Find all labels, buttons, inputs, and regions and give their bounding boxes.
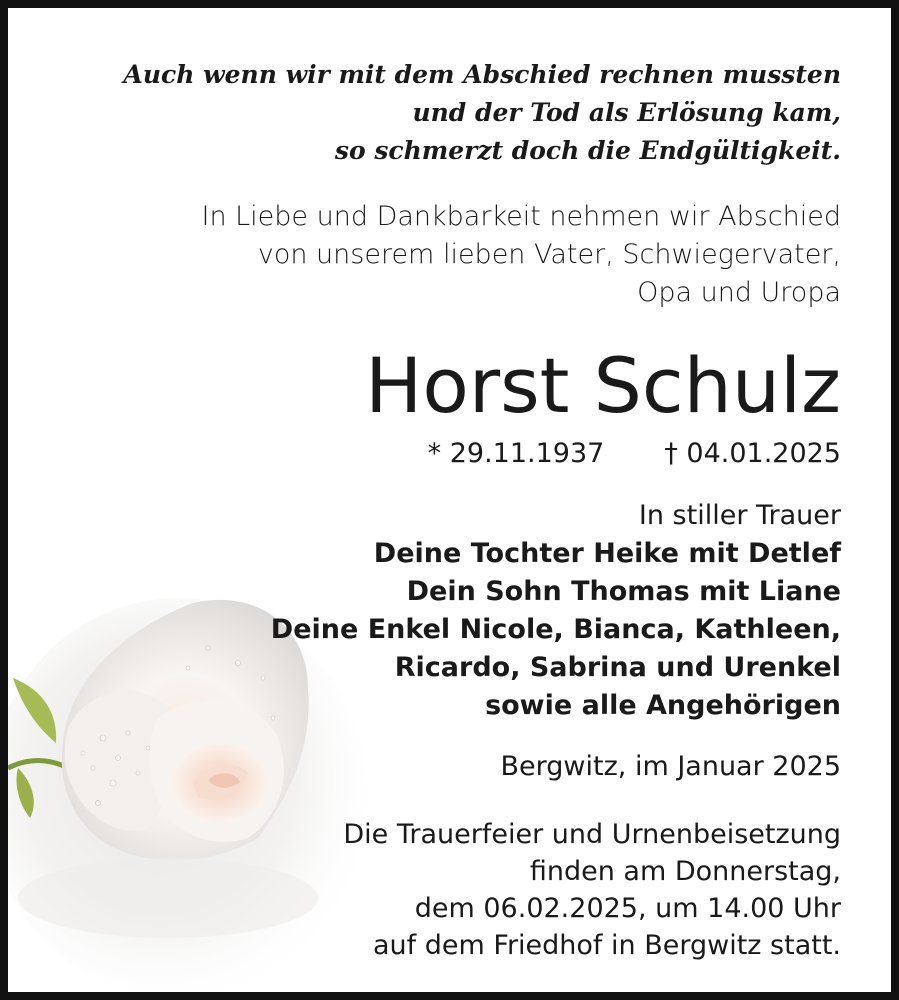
mourners-list <box>271 535 841 725</box>
intro-line: von unserem lieben Vater, Schwiegervater, <box>257 239 841 270</box>
mourning-lead: In stiller Trauer <box>638 500 841 531</box>
mourner-line: Deine Tochter Heike mit Detlef <box>373 538 841 569</box>
quote-line: und der Tod als Erlösung kam, <box>412 98 841 127</box>
farewell-intro <box>201 198 841 312</box>
deceased-name: Horst Schulz <box>365 341 841 430</box>
ceremony-info <box>343 816 841 964</box>
birth-date: * 29.11.1937 <box>427 438 605 469</box>
intro-line: Opa und Uropa <box>637 277 841 308</box>
intro-line: In Liebe und Dankbarkeit nehmen wir Abschied <box>201 201 841 232</box>
memorial-quote <box>123 56 841 170</box>
ceremony-line: finden am Donnerstag, <box>529 856 841 887</box>
ceremony-line: auf dem Friedhof in Bergwitz statt. <box>373 930 841 961</box>
ceremony-line: dem 06.02.2025, um 14.00 Uhr <box>414 893 841 924</box>
mourner-line: Dein Sohn Thomas mit Liane <box>406 576 841 607</box>
mourner-line: Deine Enkel Nicole, Bianca, Kathleen, <box>270 614 841 645</box>
ceremony-line: Die Trauerfeier und Urnenbeisetzung <box>343 819 841 850</box>
place-and-date: Bergwitz, im Januar 2025 <box>500 751 841 782</box>
quote-line: so schmerzt doch die Endgültigkeit. <box>334 136 841 165</box>
death-date: † 04.01.2025 <box>664 438 841 469</box>
mourner-line: sowie alle Angehörigen <box>485 690 841 721</box>
mourner-line: Ricardo, Sabrina und Urenkel <box>394 652 841 683</box>
quote-line: Auch wenn wir mit dem Abschied rechnen mussten <box>123 60 841 89</box>
life-dates <box>428 434 841 474</box>
